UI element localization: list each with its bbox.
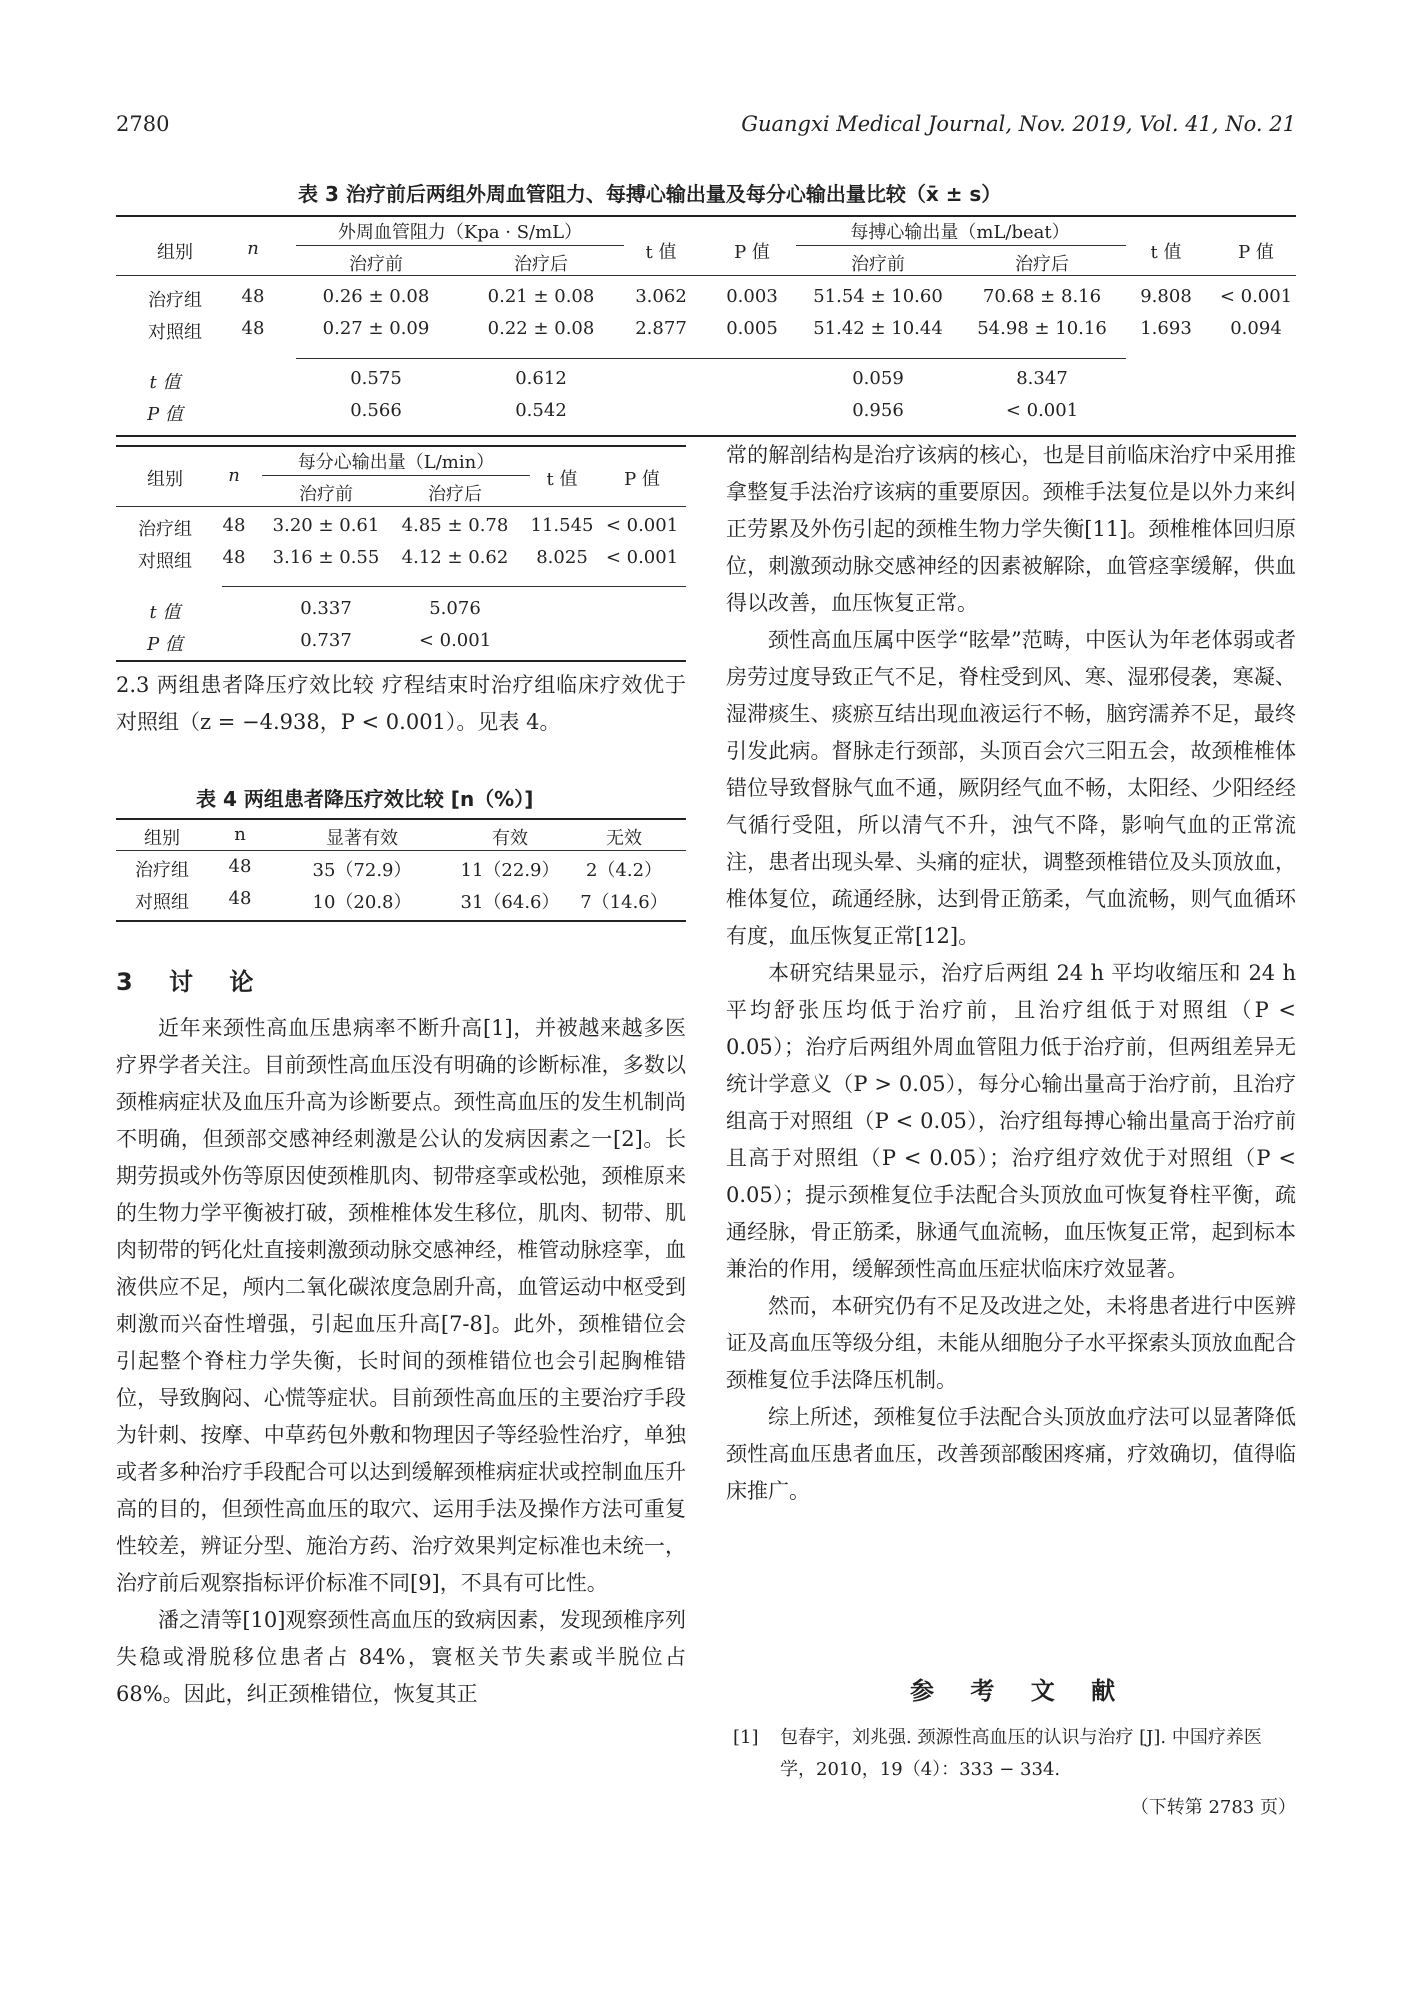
t3b-h-before: 治疗前 [299, 484, 353, 505]
table3-caption: 表 3 治疗前后两组外周血管阻力、每搏心输出量及每分心输出量比较（x̄ ± s） [298, 182, 1002, 206]
t3b-r1-p: < 0.001 [605, 515, 679, 536]
t3-t-sv-after: 8.347 [1016, 368, 1068, 389]
t3-r2-p2: 0.094 [1230, 318, 1282, 339]
t3b-r1-n: 48 [222, 515, 246, 536]
table4-bottom-rule [116, 920, 686, 922]
t3-h-p1: P 值 [734, 242, 770, 263]
t3-p-pvr-after: 0.542 [515, 400, 567, 421]
table3-subrule-pvr [296, 245, 624, 246]
t4-h-ineffective: 无效 [606, 828, 642, 849]
t3-h-p2: P 值 [1238, 242, 1274, 263]
t3b-r2-n: 48 [222, 547, 246, 568]
t3-r1-sv-before: 51.54 ± 10.60 [813, 286, 943, 307]
continued-note: （下转第 2783 页） [1130, 1797, 1296, 1818]
t3-p-pvr-before: 0.566 [350, 400, 402, 421]
t3-r2-p1: 0.005 [726, 318, 778, 339]
table3-mid-rule [296, 358, 1126, 359]
t3-r1-t2: 9.808 [1140, 286, 1192, 307]
t3b-h-t: t 值 [546, 469, 578, 490]
t4-r1-effective: 11（22.9） [460, 860, 560, 881]
right-paragraph-5: 综上所述，颈椎复位手法配合头顶放血疗法可以显著降低颈性高血压患者血压，改善颈部酸困疼痛，疗效确切，值得临床推广。 [726, 1405, 1296, 1503]
t3b-t-after: 5.076 [429, 598, 481, 619]
t3-h-sv: 每搏心输出量（mL/beat） [850, 222, 1070, 243]
t3b-r1-t: 11.545 [530, 515, 594, 536]
table4-caption: 表 4 两组患者降压疗效比较 [n（%）] [196, 787, 534, 811]
t4-r2-marked: 10（20.8） [312, 892, 412, 913]
t4-r1-ineffective: 2（4.2） [585, 860, 663, 881]
t3-r1-pvr-before: 0.26 ± 0.08 [322, 286, 430, 307]
section-3-title: 3 讨 论 [116, 968, 268, 996]
t3-h-sv-after: 治疗后 [1015, 254, 1069, 275]
t4-r2-effective: 31（64.6） [460, 892, 560, 913]
t3-p-sv-before: 0.956 [852, 400, 904, 421]
t4-r1-n: 48 [228, 856, 252, 877]
t4-r1-group: 治疗组 [135, 860, 189, 881]
t3b-h-n: n [228, 465, 240, 486]
t3b-h-group: 组别 [147, 469, 183, 490]
table3-top-rule [116, 215, 1296, 217]
right-paragraph-3: 本研究结果显示，治疗后两组 24 h 平均收缩压和 24 h 平均舒张压均低于治疗前，且治疗组低于对照组（P < 0.05）；治疗后两组外周血管阻力低于治疗前，但两组差异无统计学意义（P > 0.05），每分心输出量高于治疗前，且治疗组高于对照组（P < 0.05），治疗组每搏心输出量高于治疗前且高于对照组（P < 0.05）；治疗组疗效优于对照组（P < 0.05）；提示颈椎复位手法配合头顶放血可恢复脊柱平衡，疏通经脉，骨正筋柔，脉通气血流畅，血压恢复正常，起到标本兼治的作用，缓解颈性高血压症状临床疗效显著。 [726, 961, 1296, 1281]
t4-r1-marked: 35（72.9） [312, 860, 412, 881]
table3b-bottom-rule [116, 660, 686, 662]
table3b-subrule [262, 475, 530, 476]
t3-t-sv-before: 0.059 [852, 368, 904, 389]
t3-p-sv-after: < 0.001 [1005, 400, 1079, 421]
t3b-r1-after: 4.85 ± 0.78 [401, 515, 509, 536]
section-2-3 [116, 667, 686, 741]
table4-top-rule [116, 818, 686, 820]
t3b-r1-group: 治疗组 [138, 519, 192, 540]
t3-r1-p2: < 0.001 [1219, 286, 1293, 307]
t3-t-pvr-before: 0.575 [350, 368, 402, 389]
t3b-t-before: 0.337 [300, 598, 352, 619]
t3-h-t1: t 值 [645, 242, 677, 263]
reference-1: 包春宇，刘兆强. 颈源性高血压的认识与治疗 [J]. 中国疗养医学，2010，19（4）：333 − 334. [780, 1727, 1262, 1780]
t3-t-label: t 值 [149, 372, 181, 393]
right-paragraph-4: 然而，本研究仍有不足及改进之处，未将患者进行中医辨证及高血压等级分组，未能从细胞分子水平探索头顶放血配合颈椎复位手法降压机制。 [726, 1294, 1296, 1392]
table3b-mid-rule [222, 586, 686, 587]
t3-h-n: n [247, 238, 259, 259]
t3b-r2-group: 对照组 [138, 551, 192, 572]
references-title: 参 考 文 献 [910, 1677, 1130, 1705]
t4-h-n: n [234, 824, 246, 845]
table3-header-rule [116, 275, 1296, 276]
t3-h-pvr-before: 治疗前 [349, 254, 403, 275]
t4-h-marked: 显著有效 [326, 828, 398, 849]
t3-r1-sv-after: 70.68 ± 8.16 [982, 286, 1102, 307]
t3-h-pvr: 外周血管阻力（Kpa · S/mL） [337, 222, 583, 243]
table4-header-rule [116, 850, 686, 851]
t3b-h-co: 每分心输出量（L/min） [297, 452, 495, 473]
t3-p-label: P 值 [147, 404, 183, 425]
t3-r2-t1: 2.877 [635, 318, 687, 339]
t3b-r2-before: 3.16 ± 0.55 [272, 547, 380, 568]
right-paragraph-1: 常的解剖结构是治疗该病的核心，也是目前临床治疗中采用推拿整复手法治疗该病的重要原因。颈椎手法复位是以外力来纠正劳累及外伤引起的颈椎生物力学失衡[11]。颈椎椎体回归原位，刺激颈动脉交感神经的因素被解除，血管痉挛缓解，供血得以改善，血压恢复正常。 [726, 443, 1296, 615]
t4-r2-n: 48 [228, 888, 252, 909]
t3-h-sv-before: 治疗前 [851, 254, 905, 275]
t3b-p-label: P 值 [147, 634, 183, 655]
t3-r2-sv-after: 54.98 ± 10.16 [977, 318, 1107, 339]
t3-r2-group: 对照组 [148, 322, 202, 343]
t3-h-t2: t 值 [1150, 242, 1182, 263]
t3b-p-after: < 0.001 [418, 630, 492, 651]
left-column-body [116, 1010, 686, 1713]
t3b-r2-t: 8.025 [536, 547, 588, 568]
right-paragraph-2: 颈性高血压属中医学“眩晕”范畴，中医认为年老体弱或者房劳过度导致正气不足，脊柱受到风、寒、湿邪侵袭，寒凝、湿滞痰生、痰瘀互结出现血液运行不畅，脑窍濡养不足，最终引发此病。督脉走行颈部，头顶百会穴三阳五会，故颈椎椎体错位导致督脉气血不通，厥阴经气血不畅，太阳经、少阳经经气循行受阻，所以清气不升，浊气不降，影响气血的正常流注，患者出现头晕、头痛的症状，调整颈椎错位及头顶放血，椎体复位，疏通经脉，达到骨正筋柔，气血流畅，则气血循环有度，血压恢复正常[12]。 [726, 628, 1296, 948]
t3-r2-n: 48 [241, 318, 265, 339]
t3-r2-sv-before: 51.42 ± 10.44 [813, 318, 943, 339]
t3-r2-pvr-before: 0.27 ± 0.09 [322, 318, 430, 339]
t3b-h-p: P 值 [624, 469, 660, 490]
table3b-header-rule [116, 506, 686, 507]
t3-r2-pvr-after: 0.22 ± 0.08 [487, 318, 595, 339]
t4-r2-ineffective: 7（14.6） [580, 892, 668, 913]
t4-h-group: 组别 [144, 828, 180, 849]
t3-r1-n: 48 [241, 286, 265, 307]
journal-header: Guangxi Medical Journal, Nov. 2019, Vol. 41, No. 21 [741, 112, 1296, 136]
t3-t-pvr-after: 0.612 [515, 368, 567, 389]
t3-r1-p1: 0.003 [726, 286, 778, 307]
t4-r2-group: 对照组 [135, 892, 189, 913]
t3b-p-before: 0.737 [300, 630, 352, 651]
t3-r2-t2: 1.693 [1140, 318, 1192, 339]
page-number: 2780 [116, 112, 170, 136]
left-paragraph-2: 潘之清等[10]观察颈性高血压的致病因素，发现颈椎序列失稳或滑脱移位患者占 84%，寰枢关节失素或半脱位占 68%。因此，纠正颈椎错位，恢复其正 [116, 1608, 686, 1706]
table3b-top-rule [116, 445, 686, 447]
t3-h-group: 组别 [157, 242, 193, 263]
t3b-r2-p: < 0.001 [605, 547, 679, 568]
left-paragraph-1: 近年来颈性高血压患病率不断升高[1]，并被越来越多医疗界学者关注。目前颈性高血压没有明确的诊断标准，多数以颈椎病症状及血压升高为诊断要点。颈性高血压的发生机制尚不明确，但颈部交感神经刺激是公认的发病因素之一[2]。长期劳损或外伤等原因使颈椎肌肉、韧带痉挛或松弛，颈椎原来的生物力学平衡被打破，颈椎椎体发生移位，肌肉、韧带、肌肉韧带的钙化灶直接刺激颈动脉交感神经，椎管动脉痉挛，血液供应不足，颅内二氧化碳浓度急剧升高，血管运动中枢受到刺激而兴奋性增强，引起血压升高[7-8]。此外，颈椎错位会引起整个脊柱力学失衡，长时间的颈椎错位也会引起胸椎错位，导致胸闷、心慌等症状。目前颈性高血压的主要治疗手段为针刺、按摩、中草药包外敷和物理因子等经验性治疗，单独或者多种治疗手段配合可以达到缓解颈椎病症状或控制血压升高的目的，但颈性高血压的取穴、运用手法及操作方法可重复性较差，辨证分型、施治方药、治疗效果判定标准也未统一，治疗前后观察指标评价标准不同[9]，不具有可比性。 [116, 1016, 686, 1595]
t3-r1-group: 治疗组 [148, 290, 202, 311]
t3b-r2-after: 4.12 ± 0.62 [401, 547, 509, 568]
right-column-body [726, 437, 1296, 1510]
reference-1-number: [1] [733, 1727, 759, 1748]
t3-r1-t1: 3.062 [635, 286, 687, 307]
t3b-h-after: 治疗后 [428, 484, 482, 505]
t3b-r1-before: 3.20 ± 0.61 [272, 515, 380, 536]
t3-r1-pvr-after: 0.21 ± 0.08 [487, 286, 595, 307]
table3-subrule-sv [796, 245, 1126, 246]
section-2-3-text: 2.3 两组患者降压疗效比较 疗程结束时治疗组临床疗效优于对照组（z = −4.938，P < 0.001）。见表 4。 [116, 673, 686, 734]
t4-h-effective: 有效 [492, 828, 528, 849]
t3b-t-label: t 值 [149, 602, 181, 623]
t3-h-pvr-after: 治疗后 [514, 254, 568, 275]
